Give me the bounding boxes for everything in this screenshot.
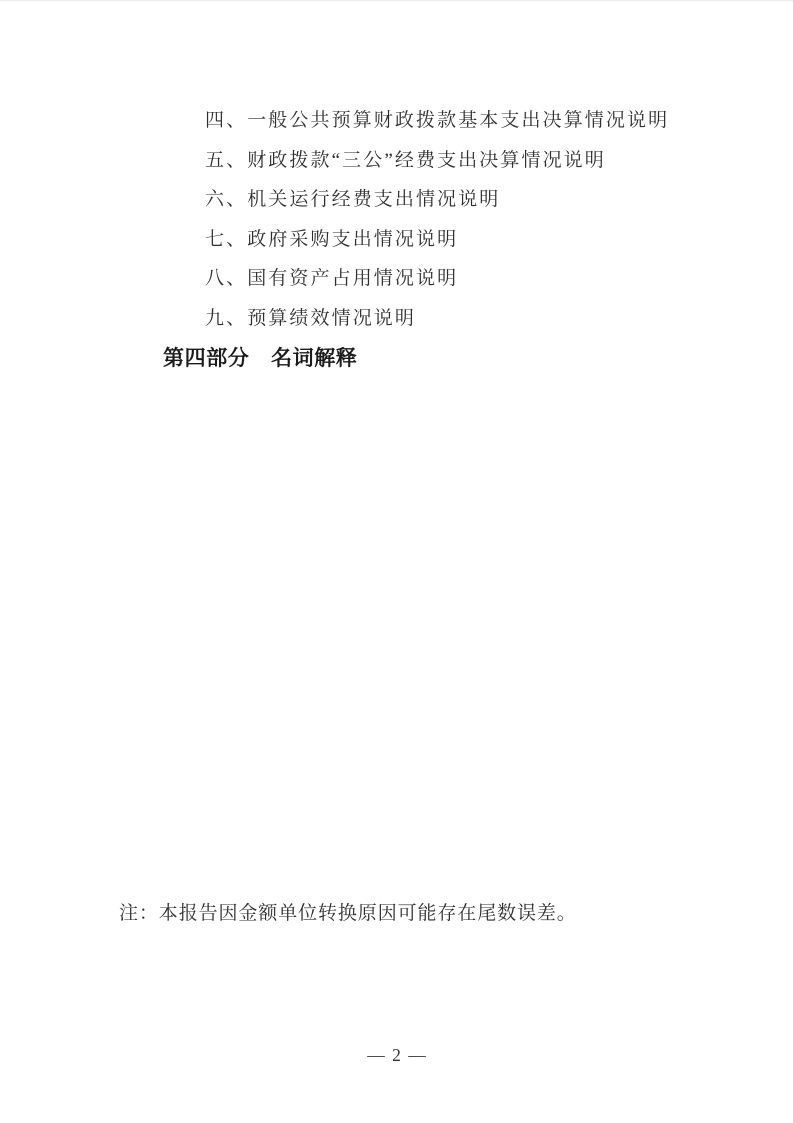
toc-item-8: 八、国有资产占用情况说明: [205, 268, 459, 290]
toc-item-4: 四、一般公共预算财政拨款基本支出决算情况说明: [205, 110, 670, 131]
toc-item-5: 五、财政拨款“三公”经费支出决算情况说明: [205, 149, 606, 171]
page-number: — 2 —: [367, 1045, 426, 1065]
toc-item-9: 九、预算绩效情况说明: [205, 307, 417, 329]
toc-item-6: 六、机关运行经费支出情况说明: [205, 189, 501, 211]
footnote: 注：本报告因金额单位转换原因可能存在尾数误差。: [119, 903, 577, 924]
toc-item-7: 七、政府采购支出情况说明: [205, 228, 459, 250]
section-heading: 第四部分 名词解释: [163, 347, 358, 370]
table-of-contents: [205, 101, 725, 339]
